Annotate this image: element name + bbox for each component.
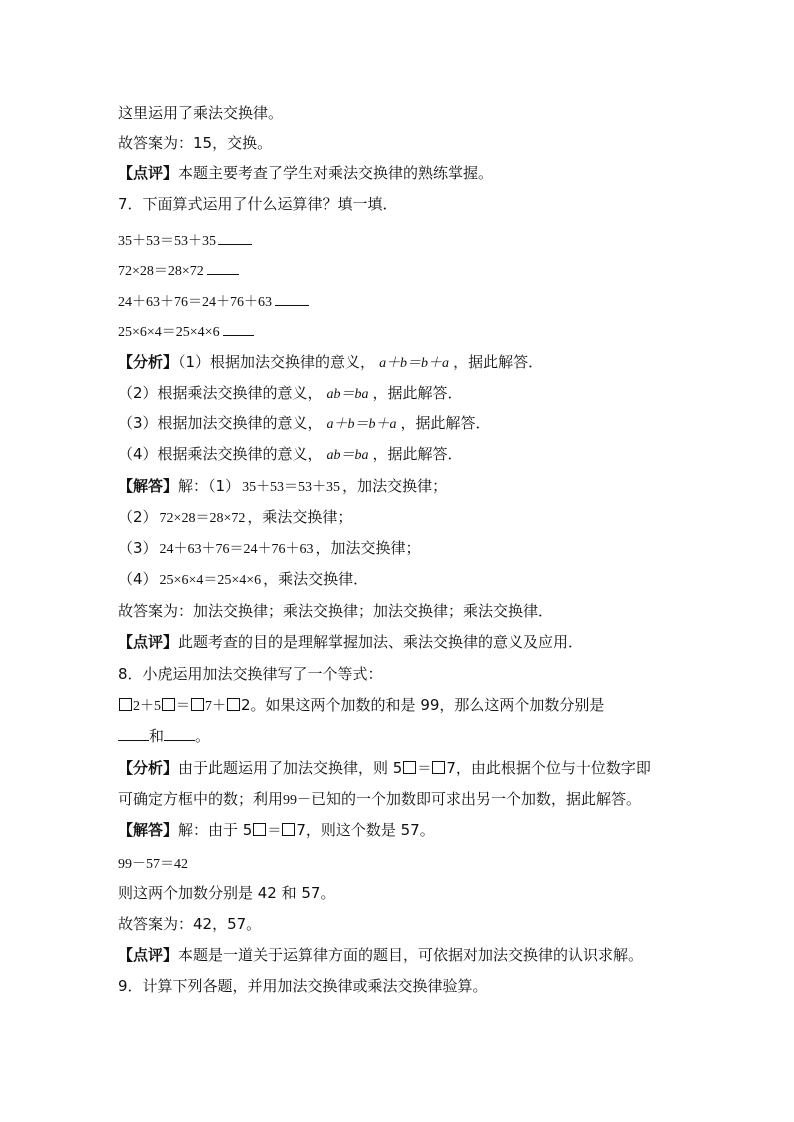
blank-box [282,823,295,836]
q7-equation-4: 25×6×4＝25×4×6 [118,321,254,343]
analysis-line-1: 【分析】（1）根据加法交换律的意义， a＋b＝b＋a ，据此解答． [118,353,544,371]
solution-line-2: （2） 72×28＝28×72 ，乘法交换律； [118,508,353,526]
question-9-title: 9．计算下列各题，并用加法交换律或乘法交换律验算。 [118,977,488,995]
question-8-blanks: 和 。 [118,726,210,746]
answer-line-8: 故答案为：42，57。 [118,915,262,933]
text-line: 这里运用了乘法交换律。 [118,104,284,122]
blank-box [253,823,266,836]
blank-box [227,698,240,711]
blank-box [119,698,132,711]
blank-box [162,698,175,711]
blank-box [403,761,416,774]
comment-line-7: 【点评】此题考查的目的是理解掌握加法、乘法交换律的意义及应用． [118,633,584,651]
blank-box [432,761,445,774]
solution-8-equation: 99－57＝42 [118,857,188,872]
question-8-title: 8．小虎运用加法交换律写了一个等式： [118,665,383,683]
solution-8-line-1: 【解答】解：由于 5 ＝ 7，则这个数是 57。 [118,821,435,839]
analysis-line-4: （4）根据乘法交换律的意义， ab＝ba ，据此解答． [118,445,463,463]
analysis-line-2: （2）根据乘法交换律的意义， ab＝ba ，据此解答． [118,384,463,402]
analysis-8-line-2: 可确定方框中的数；利用99－已知的一个加数即可求出另一个加数，据此解答。 [118,790,642,808]
analysis-line-3: （3）根据加法交换律的意义， a＋b＝b＋a ，据此解答． [118,414,491,432]
solution-line-1: 【解答】解：（1） 35＋53＝53＋35 ，加法交换律； [118,477,448,495]
text-line: 故答案为：15，交换。 [118,134,273,152]
analysis-8-line-1: 【分析】由于此题运用了加法交换律，则 5 ＝ 7，由此根据个位与十位数字即 [118,759,651,777]
comment-line-8: 【点评】本题是一道关于运算律方面的题目，可依据对加法交换律的认识求解。 [118,946,644,964]
question-7-title: 7．下面算式运用了什么运算律？填一填． [118,195,398,213]
q7-equation-1: 35＋53＝53＋35 [118,230,252,252]
blank-box [191,698,204,711]
question-8-equation: 2＋5 ＝ 7＋ 2。如果这两个加数的和是 99，那么这两个加数分别是 [118,695,604,717]
answer-line-7: 故答案为：加法交换律；乘法交换律；加法交换律；乘法交换律． [118,602,554,620]
q7-equation-3: 24＋63＋76＝24＋76＋63 [118,291,309,313]
solution-8-result: 则这两个加数分别是 42 和 57。 [118,884,336,902]
solution-line-3: （3） 24＋63＋76＝24＋76＋63 ，加法交换律； [118,539,421,557]
solution-line-4: （4） 25×6×4＝25×4×6 ，乘法交换律． [118,570,369,588]
comment-line: 【点评】本题主要考查了学生对乘法交换律的熟练掌握。 [118,164,494,182]
q7-equation-2: 72×28＝28×72 [118,260,239,282]
